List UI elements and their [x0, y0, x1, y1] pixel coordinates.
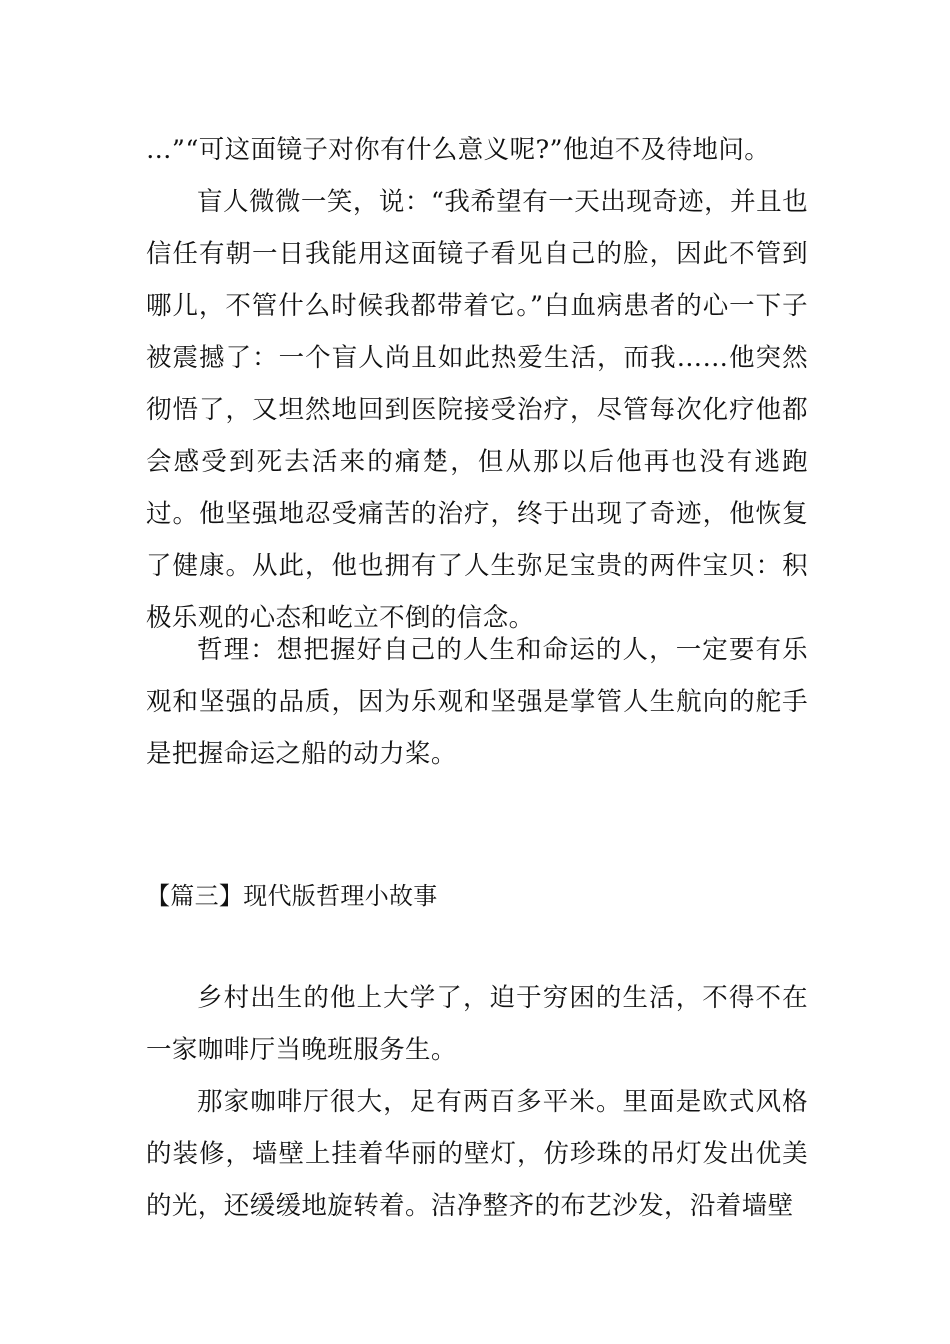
section-heading: 【篇三】现代版哲理小故事 — [146, 882, 438, 910]
paragraph-mirror-question: …”“可这面镜子对你有什么意义呢?”他迫不及待地问。 — [146, 135, 771, 165]
paragraph-student-intro: 乡村出生的他上大学了，迫于穷困的生活，不得不在一家咖啡厅当晚班服务生。 — [146, 983, 808, 1065]
paragraph-cafe-description: 那家咖啡厅很大，足有两百多平米。里面是欧式风格的装修，墙壁上挂着华丽的壁灯，仿珍珠的吊灯发出优美的光，还缓缓地旋转着。洁净整齐的布艺沙发，沿着墙壁 — [146, 1087, 808, 1221]
paragraph-philosophy: 哲理：想把握好自己的人生和命运的人，一定要有乐观和坚强的品质，因为乐观和坚强是掌管人生航向的舵手是把握命运之船的动力桨。 — [146, 635, 808, 769]
paragraph-blind-man-answer: 盲人微微一笑，说：“我希望有一天出现奇迹，并且也信任有朝一日我能用这面镜子看见自己的脸，因此不管到哪儿，不管什么时候我都带着它。”白血病患者的心一下子被震撼了：一个盲人尚且如此热爱生活，而我……他突然彻悟了，又坦然地回到医院接受治疗，尽管每次化疗他都会感受到死去活来的痛楚，但从那以后他再也没有逃跑过。他坚强地忍受痛苦的治疗，终于出现了奇迹，他恢复了健康。从此，他也拥有了人生弥足宝贵的两件宝贝：积极乐观的心态和屹立不倒的信念。 — [146, 187, 808, 633]
